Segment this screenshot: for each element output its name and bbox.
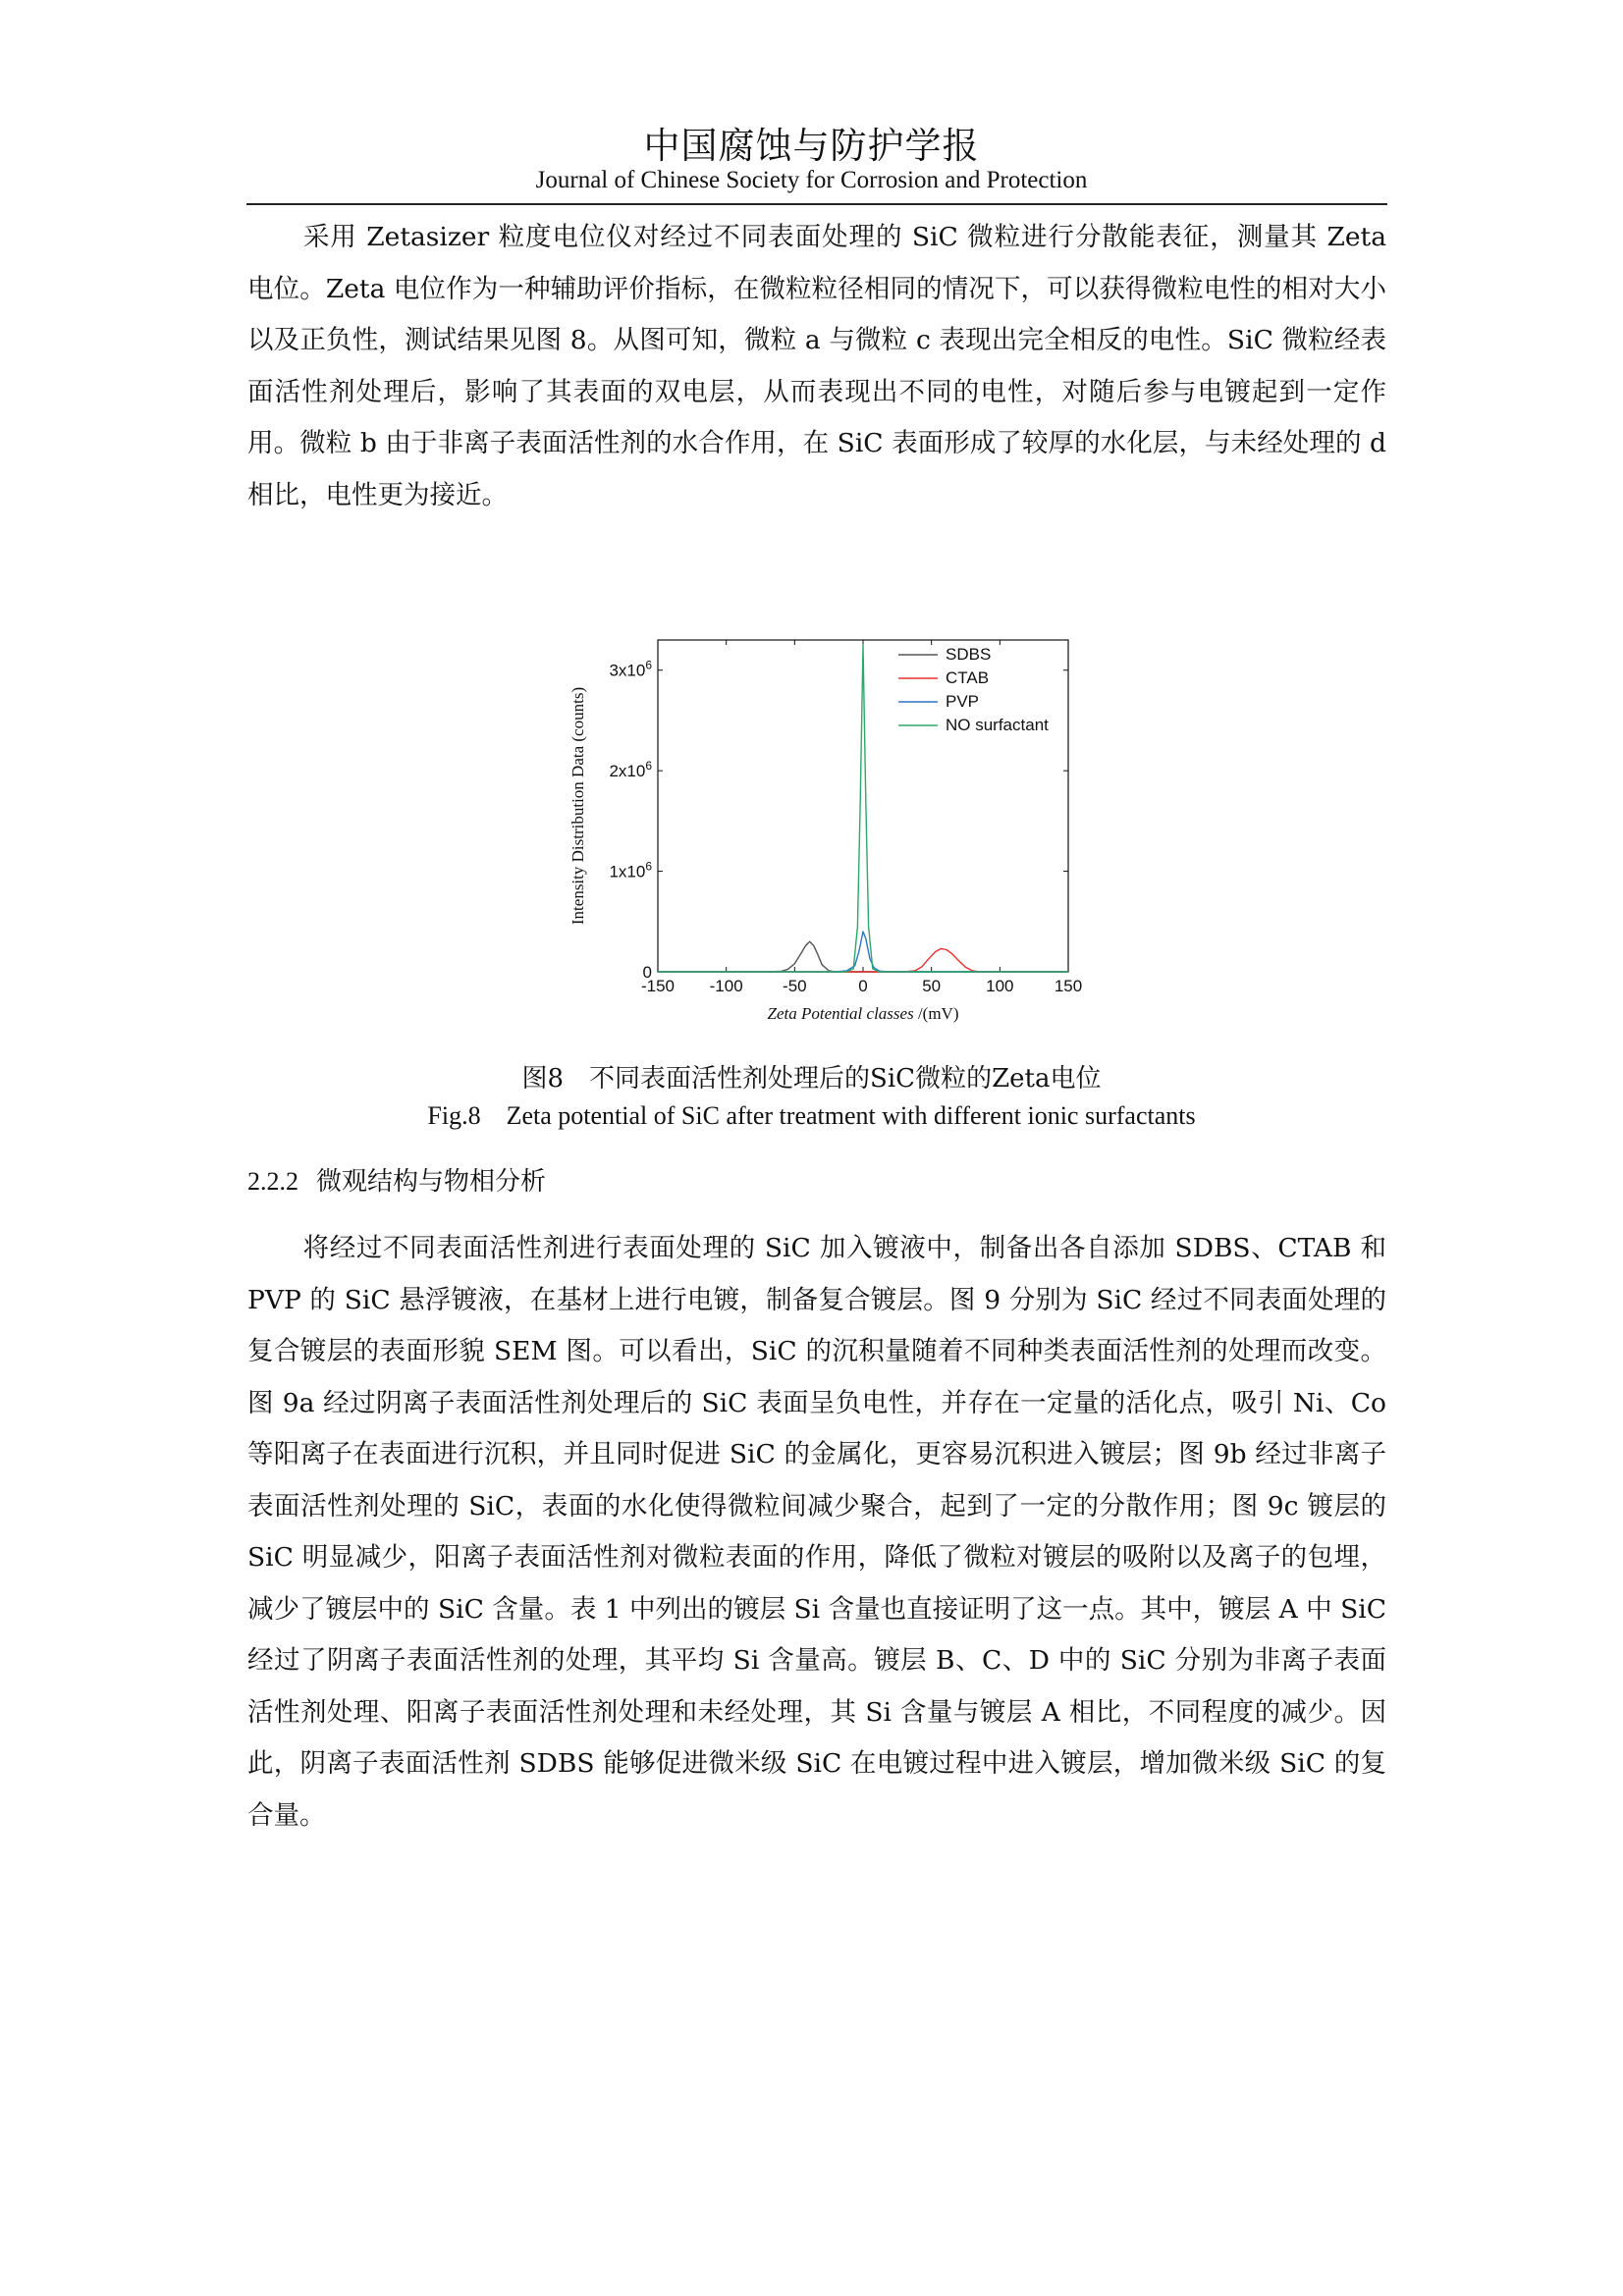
section-number: 2.2.2 xyxy=(247,1167,298,1196)
y-tick-label: $3x10^6$ xyxy=(609,658,652,680)
figure-caption-en-text: Zeta potential of SiC after treatment with different ionic surfactants xyxy=(506,1101,1196,1130)
y-tick-label: $2x10^6$ xyxy=(609,759,652,781)
plot-frame xyxy=(658,640,1068,972)
y-tick-label: 0 xyxy=(642,963,652,982)
figure-caption-cn-text: 不同表面活性剂处理后的SiC微粒的Zeta电位 xyxy=(589,1064,1102,1094)
x-tick-label: 150 xyxy=(1054,977,1083,995)
header-divider xyxy=(246,203,1387,205)
paragraph-zeta-text: 采用 Zetasizer 粒度电位仪对经过不同表面处理的 SiC 微粒进行分散能表征，测量其 Zeta 电位。Zeta 电位作为一种辅助评价指标，在微粒粒径相同的情况下，可以获得微粒电性的相对大小以及正负性，测试结果见图 8。从图可知，微粒 a 与微粒 c 表现出完全相反的电性。SiC 微粒经表面活性剂处理后，影响了其表面的双电层，从而表现出不同的电性，对随后参与电镀起到一定作用。微粒 b 由于非离子表面活性剂的水合作用，在 SiC 表面形成了较厚的水化层，与未经处理的 d 相比，电性更为接近。 xyxy=(247,222,1386,510)
legend-label: PVP xyxy=(946,692,980,711)
legend-label: CTAB xyxy=(946,668,990,687)
x-tick-label: -150 xyxy=(640,977,676,995)
legend-label: SDBS xyxy=(946,645,992,664)
y-tick-label: $1x10^6$ xyxy=(609,859,652,881)
paragraph-microstructure xyxy=(247,1223,1386,1842)
paragraph-microstructure-text: 将经过不同表面活性剂进行表面处理的 SiC 加入镀液中，制备出各自添加 SDBS、CTAB 和 PVP 的 SiC 悬浮镀液，在基材上进行电镀，制备复合镀层。图 9 分别为 SiC 经过不同表面处理的复合镀层的表面形貌 SEM 图。可以看出，SiC 的沉积量随着不同种类表面活性剂的处理而改变。图 9a 经过阴离子表面活性剂处理后的 SiC 表面呈负电性，并存在一定量的活化点，吸引 Ni、Co 等阳离子在表面进行沉积，并且同时促进 SiC 的金属化，更容易沉积进入镀层；图 9b 经过非离子表面活性剂处理的 SiC，表面的水化使得微粒间减少聚合，起到了一定的分散作用；图 9c 镀层的 SiC 明显减少，阳离子表面活性剂对微粒表面的作用，降低了微粒对镀层的吸附以及离子的包埋，减少了镀层中的 SiC 含量。表 1 中列出的镀层 Si 含量也直接证明了这一点。其中，镀层 A 中 SiC 经过了阴离子表面活性剂的处理，其平均 Si 含量高。镀层 B、C、D 中的 SiC 分别为非离子表面活性剂处理、阳离子表面活性剂处理和未经处理，其 Si 含量与镀层 A 相比，不同程度的减少。因此，阴离子表面活性剂 SDBS 能够促进微米级 SiC 在电镀过程中进入镀层，增加微米级 SiC 的复合量。 xyxy=(247,1233,1386,1831)
journal-title-cn: 中国腐蚀与防护学报 xyxy=(643,125,980,167)
figure-caption-cn-label: 图8 xyxy=(521,1064,565,1094)
section-title: 微观结构与物相分析 xyxy=(316,1167,547,1197)
plot-layer xyxy=(568,640,1082,1023)
section-heading xyxy=(247,1161,546,1198)
x-tick-label: 50 xyxy=(922,977,942,995)
paragraph-zeta xyxy=(247,212,1386,521)
x-tick-label: 0 xyxy=(858,977,868,995)
zeta-potential-chart xyxy=(560,628,1090,1041)
x-axis-label: Zeta Potential classes /(mV) xyxy=(767,1004,959,1023)
figure-caption-en xyxy=(0,1101,1623,1131)
figure-caption-cn xyxy=(0,1058,1623,1095)
x-tick-label: 100 xyxy=(986,977,1014,995)
y-axis-label: Intensity Distribution Data (counts) xyxy=(568,686,587,926)
journal-title-en: Journal of Chinese Society for Corrosion and Protection xyxy=(535,167,1088,193)
legend-label: NO surfactant xyxy=(946,716,1049,734)
series-line-pvp xyxy=(658,932,1068,972)
x-tick-label: -50 xyxy=(783,977,807,995)
x-tick-label: -100 xyxy=(709,977,743,995)
series-line-no-surfactant xyxy=(658,645,1068,972)
figure-caption-en-label: Fig.8 xyxy=(427,1101,481,1130)
